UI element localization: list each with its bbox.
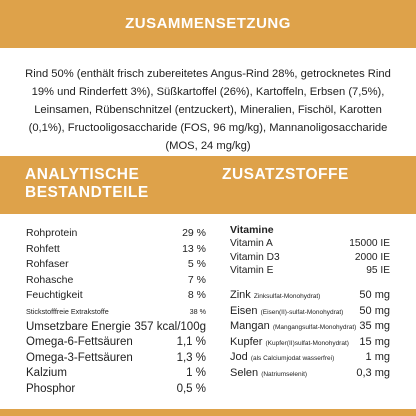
mineral-row: [230, 366, 390, 382]
analysis-value: 7 %: [187, 273, 206, 286]
analysis-value: 13 %: [182, 242, 206, 255]
analysis-label: Phosphor: [26, 382, 76, 395]
analysis-row: [26, 320, 206, 336]
mineral-label: [230, 288, 320, 305]
mineral-value: 1 mg: [365, 351, 390, 364]
analysis-row: [26, 351, 206, 367]
mineral-note: Zinksulfat-Monohydrat): [253, 293, 321, 300]
mineral-value: 50 mg: [359, 289, 390, 301]
mineral-row: [230, 335, 390, 351]
analysis-row: [26, 366, 206, 382]
analysis-value: 38 %: [189, 306, 206, 316]
analysis-row: [26, 382, 206, 398]
mineral-value: 0,3 mg: [356, 366, 390, 379]
mineral-label: [230, 335, 349, 352]
analysis-label: Stickstofffreie Extrakstoffe: [26, 306, 109, 316]
mineral-name: Mangan: [230, 320, 270, 333]
analysis-label: Rohfaser: [26, 258, 69, 271]
analysis-heading-line1: ANALYTISCHE: [25, 166, 140, 183]
mineral-note: (Natriumselenit): [261, 370, 308, 378]
analysis-label: Umsetzbare Energie: [26, 320, 131, 333]
analysis-value: 1,1 %: [176, 336, 206, 349]
analysis-value: 357 kcal/100g: [134, 320, 206, 333]
mineral-name: Kupfer: [230, 335, 263, 348]
analysis-row: [26, 257, 206, 273]
vitamin-label: Vitamin D3: [230, 251, 280, 263]
analysis-heading-line2: BESTANDTEILE: [25, 184, 149, 201]
mineral-name: Zink: [230, 289, 251, 301]
analysis-value: 1,3 %: [176, 351, 206, 364]
analysis-label: Kalzium: [26, 367, 67, 380]
mineral-label: [230, 350, 334, 367]
analysis-value: 29 %: [182, 227, 206, 239]
analysis-label: Feuchtigkeit: [26, 289, 83, 302]
mineral-note: (als Calciumjodat wasserfrei): [250, 355, 335, 363]
analysis-value: 5 %: [187, 258, 206, 271]
mineral-label: [230, 319, 356, 336]
mineral-value: 50 mg: [359, 304, 390, 317]
mineral-name: Jod: [230, 351, 248, 364]
mineral-name: Eisen: [230, 304, 258, 317]
composition-text: Rind 50% (enthält frisch zubereitetes Angus-Rind 28%, getrocknetes Rind 19% und Rinderfett 3%), Süßkartoffel (26%), Kartoffeln, Erbsen (7,5%), Leinsamen, Rübenschnitzel (entzuckert), Mineralien, Fischöl, Karotten (0,1%), Fructooligosaccharide (FOS, 96 mg/kg), Mannanoligosaccharide (MOS, 24 mg/kg): [25, 68, 391, 152]
mineral-row: [230, 288, 390, 304]
vitamin-label: Vitamin E: [230, 265, 274, 276]
mineral-value: 15 mg: [359, 335, 390, 348]
analysis-row: [26, 288, 206, 304]
mineral-note: (Eisen(II)-sulfat-Monohydrat): [260, 308, 344, 316]
vitamins-heading: Vitamine: [230, 224, 274, 236]
composition-header-band: [0, 0, 416, 48]
mineral-row: [230, 319, 390, 335]
analysis-row: [26, 304, 206, 320]
analysis-row: [26, 242, 206, 258]
composition-heading: ZUSAMMENSETZUNG: [125, 15, 291, 32]
bottom-accent-bar: [0, 409, 416, 416]
mineral-value: 35 mg: [359, 320, 390, 333]
analysis-row: [26, 226, 206, 242]
analysis-row: [26, 335, 206, 351]
analysis-label: Omega-3-Fettsäuren: [26, 351, 133, 364]
analysis-heading: [25, 166, 205, 202]
analysis-label: Rohprotein: [26, 227, 78, 239]
mineral-note: (Mangangsulfat-Monohydrat): [272, 324, 357, 332]
vitamin-label: Vitamin A: [230, 238, 273, 249]
analysis-value: 1 %: [186, 367, 206, 380]
vitamin-row: [230, 264, 390, 278]
vitamin-row: [230, 237, 390, 251]
vitamin-value: 15000 IE: [349, 238, 390, 249]
mineral-note: (Kupfer(II)sulfat-Monohydrat): [265, 339, 349, 347]
analysis-table: [26, 226, 206, 398]
vitamin-row: [230, 251, 390, 265]
analysis-row: [26, 273, 206, 289]
mineral-name: Selen: [230, 366, 259, 379]
vitamin-value: 95 IE: [366, 265, 390, 276]
additives-heading: ZUSATZSTOFFE: [222, 166, 349, 183]
analysis-value: 8 %: [187, 289, 206, 302]
mineral-label: [230, 366, 307, 383]
mineral-label: [230, 304, 343, 321]
vitamins-table: [230, 224, 390, 278]
minerals-table: [230, 288, 390, 382]
analysis-value: 0,5 %: [176, 382, 206, 395]
analysis-header-band: [0, 156, 416, 214]
analysis-label: Rohasche: [26, 273, 74, 286]
mineral-row: [230, 350, 390, 366]
analysis-label: Omega-6-Fettsäuren: [26, 336, 133, 349]
mineral-row: [230, 304, 390, 320]
analysis-label: Rohfett: [26, 242, 60, 255]
vitamin-value: 2000 IE: [354, 251, 390, 263]
